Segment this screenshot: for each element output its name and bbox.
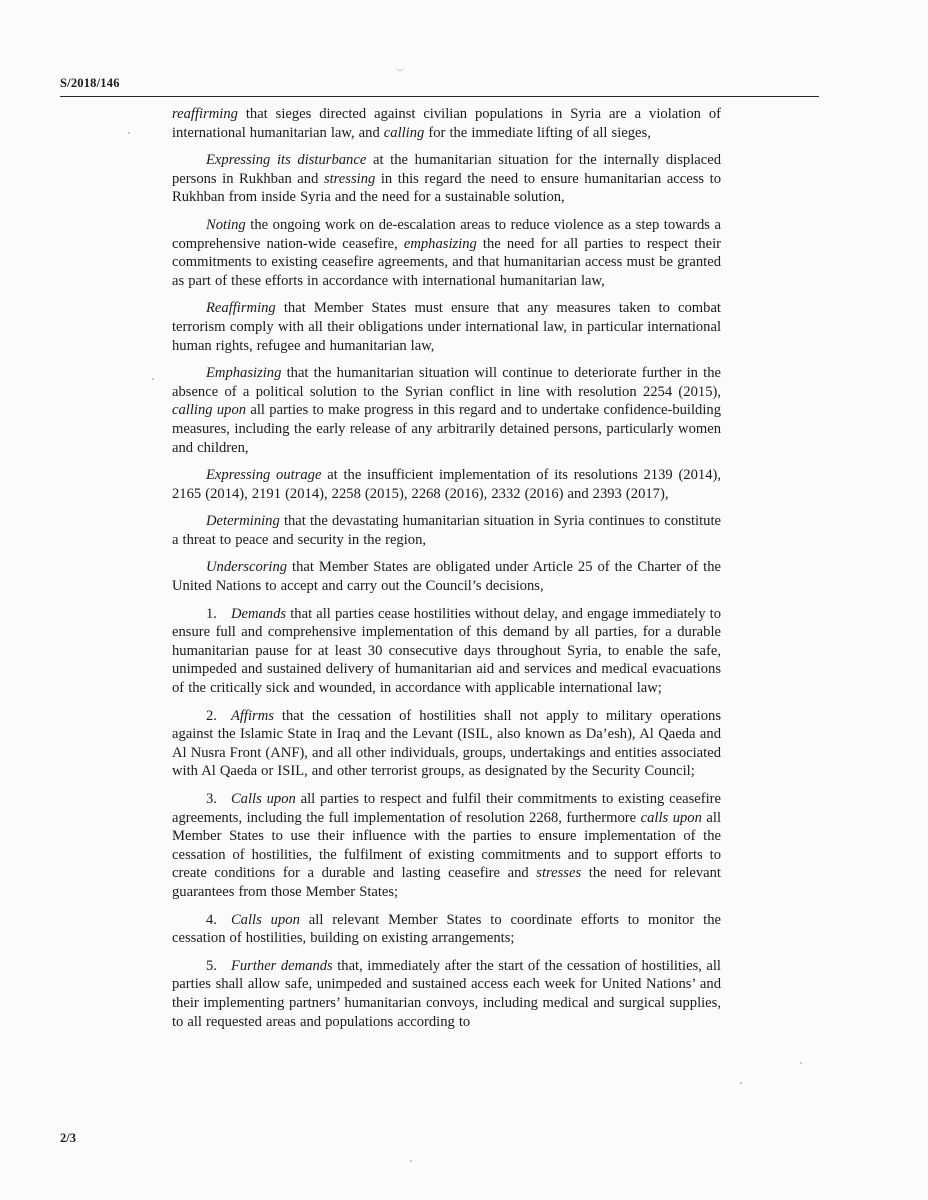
emphasis-phrase: calling upon	[172, 402, 247, 419]
paragraph-text: at the insufficient implementation of its resolutions 2139 (2014), 2165 (2014), 2191 (2014), 2258 (2015), 2268 (2016), 2332 (2016) and 2393 (2017),	[172, 467, 721, 502]
emphasis-phrase: Underscoring	[206, 559, 288, 576]
preambular-paragraph	[172, 466, 721, 503]
emphasis-phrase: Calls upon	[230, 911, 300, 928]
paragraph-number: 3.	[206, 791, 217, 807]
preambular-paragraph	[172, 299, 721, 355]
paragraph-number: 1.	[206, 605, 217, 622]
emphasis-phrase: Calls upon	[230, 791, 296, 807]
page-number: 2/3	[60, 1131, 76, 1145]
paragraph-text: that Member States are obligated under Article 25 of the Charter of the United Nations to accept and carry out the Council’s decisions,	[172, 559, 721, 595]
paragraph-text: that all parties cease hostilities without delay, and engage immediately to ensure full and comprehensive implementation of this demand by all parties, for a durable humanitarian pause for at least 30 consecutive days throughout Syria, to enable the safe, unimpeded and sustained delivery of humanitarian aid and services and medical evacuations of the critically sick and wounded, in accordance with applicable international law;	[172, 605, 721, 697]
paragraph-text: that the devastating humanitarian situation in Syria continues to constitute a threat to peace and security in the region,	[172, 513, 721, 548]
paragraph-text: all relevant Member States to coordinate efforts to monitor the cessation of hostilities, building on existing arrangements;	[172, 911, 721, 947]
paragraph-text: in this regard the need to ensure humanitarian access to Rukhban from inside Syria and the need for a sustainable solution,	[172, 170, 721, 206]
scan-speck	[410, 1160, 412, 1162]
emphasis-phrase: calling	[383, 124, 425, 141]
emphasis-phrase: Emphasizing	[206, 365, 282, 382]
operative-paragraph	[172, 707, 721, 781]
preambular-paragraph	[172, 364, 721, 457]
emphasis-phrase: reaffirming	[172, 106, 238, 122]
emphasis-phrase: Noting	[206, 216, 246, 233]
paragraph-text: all parties to respect and fulfil their commitments to existing ceasefire agreements, including the full implementation of resolution 2268, furthermore	[172, 791, 721, 826]
preambular-paragraph	[172, 151, 721, 207]
paragraph-number: 2.	[206, 707, 217, 724]
operative-paragraph	[172, 911, 721, 948]
paragraph-text: at the humanitarian situation for the internally displaced persons in Rukhban and	[172, 152, 722, 187]
scan-speck	[800, 1062, 802, 1064]
paragraph-text: all parties to make progress in this regard and to undertake confidence-building measures, including the early release of any arbitrarily detained persons, particularly women and children,	[172, 402, 721, 456]
scan-speck	[152, 378, 154, 380]
scan-artifact	[396, 66, 404, 71]
paragraph-text: that the cessation of hostilities shall not apply to military operations against the Islamic State in Iraq and the Levant (ISIL, also known as Da’esh), Al Qaeda and Al Nusra Front (ANF), and all other individuals, groups, undertakings and entities associated with Al Qaeda or ISIL, and other terrorist groups, as designated by the Security Council;	[172, 707, 721, 780]
emphasis-phrase: emphasizing	[403, 235, 477, 252]
emphasis-phrase: Reaffirming	[206, 300, 276, 317]
paragraph-text: all Member States to use their influence with the parties to ensure implementation of the cessation of hostilities, the fulfilment of existing commitments and to support efforts to create conditions for a durable and lasting ceasefire and	[172, 809, 721, 882]
preambular-paragraph	[172, 216, 721, 290]
header-rule	[60, 96, 819, 97]
paragraph-number: 5.	[206, 957, 217, 974]
paragraph-text: the ongoing work on de-escalation areas to reduce violence as a step towards a comprehensive nation-wide ceasefire,	[172, 216, 721, 252]
paragraph-text: that, immediately after the start of the cessation of hostilities, all parties shall allow safe, unimpeded and sustained access each week for United Nations’ and their implementing partners’ humanitarian convoys, including medical and surgical supplies, to all requested areas and populations according to	[172, 957, 721, 1030]
preambular-paragraph	[172, 558, 721, 595]
paragraph-text: for the immediate lifting of all sieges,	[424, 124, 651, 141]
document-symbol: S/2018/146	[60, 76, 120, 90]
emphasis-phrase: Expressing its disturbance	[206, 152, 367, 169]
paragraph-text: the need for relevant guarantees from those Member States;	[172, 865, 721, 900]
paragraph-number: 4.	[206, 911, 217, 928]
operative-paragraph	[172, 957, 721, 1031]
emphasis-phrase: stresses	[536, 865, 582, 882]
emphasis-phrase: Demands	[230, 605, 287, 622]
emphasis-phrase: calls upon	[640, 809, 702, 826]
paragraph-text: that Member States must ensure that any measures taken to combat terrorism comply with all their obligations under international law, in particular international human rights, refugee and humanitarian law,	[172, 300, 721, 354]
scan-speck	[740, 1082, 742, 1084]
preambular-paragraph	[172, 512, 721, 549]
scan-speck	[128, 132, 130, 134]
paragraph-text: that the humanitarian situation will continue to deteriorate further in the absence of a political solution to the Syrian conflict in line with resolution 2254 (2015),	[172, 365, 721, 400]
paragraph-text: that sieges directed against civilian populations in Syria are a violation of international humanitarian law, and	[172, 106, 721, 141]
emphasis-phrase: Further demands	[230, 957, 333, 974]
emphasis-phrase: Expressing outrage	[206, 467, 322, 484]
document-body	[172, 105, 721, 1040]
emphasis-phrase: stressing	[323, 170, 376, 187]
emphasis-phrase: Determining	[206, 513, 280, 530]
emphasis-phrase: Affirms	[230, 707, 274, 724]
operative-paragraph	[172, 605, 721, 698]
operative-paragraph	[172, 790, 721, 902]
preambular-paragraph	[172, 105, 721, 142]
paragraph-text: the need for all parties to respect their commitments to existing ceasefire agreements, and that humanitarian access must be granted as part of these efforts in accordance with international humanitarian law,	[172, 235, 721, 289]
